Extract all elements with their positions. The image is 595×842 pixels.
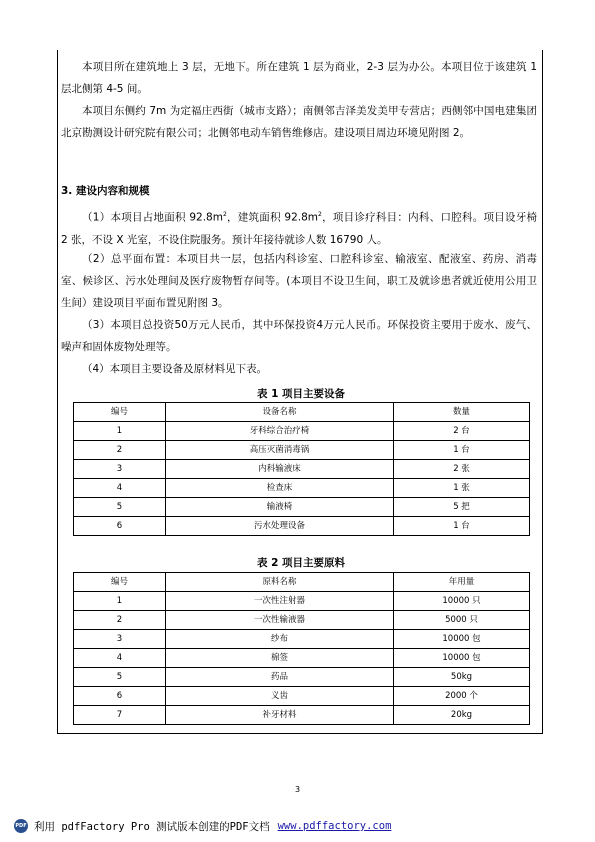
page-number: 3 xyxy=(294,785,301,794)
table-cell: 2 xyxy=(74,441,166,460)
table-header: 原料名称 xyxy=(166,573,394,592)
table-cell: 2000 个 xyxy=(394,687,530,706)
table-row xyxy=(74,422,530,441)
table-cell: 高压灭菌消毒锅 xyxy=(166,441,394,460)
table-cell: 1 xyxy=(74,592,166,611)
table-cell: 2 台 xyxy=(394,422,530,441)
table-cell: 5 xyxy=(74,668,166,687)
pdffactory-link[interactable]: www.pdffactory.com xyxy=(277,820,392,832)
pdffactory-footer xyxy=(14,816,391,836)
table-cell: 4 xyxy=(74,479,166,498)
table-cell: 5 xyxy=(74,498,166,517)
table-cell: 输液椅 xyxy=(166,498,394,517)
paragraph-investment: （3）本项目总投资50万元人民币，其中环保投资4万元人民币。环保投资主要用于废水、废气、噪声和固体废物处理等。 xyxy=(61,319,537,353)
table-row xyxy=(74,479,530,498)
table-header: 编号 xyxy=(74,403,166,422)
table-cell: 10000 包 xyxy=(394,649,530,668)
table-cell: 2 张 xyxy=(394,460,530,479)
table-row xyxy=(74,649,530,668)
table-cell: 4 xyxy=(74,649,166,668)
table-cell: 牙科综合治疗椅 xyxy=(166,422,394,441)
table-row xyxy=(74,460,530,479)
paragraph-tables-intro: （4）本项目主要设备及原材料见下表。 xyxy=(82,363,268,375)
table-cell: 50kg xyxy=(394,668,530,687)
table-row xyxy=(74,668,530,687)
table-cell: 5 把 xyxy=(394,498,530,517)
table-cell: 20kg xyxy=(394,706,530,725)
table-header: 设备名称 xyxy=(166,403,394,422)
table-cell: 检查床 xyxy=(166,479,394,498)
table-row xyxy=(74,517,530,536)
table-cell: 纱布 xyxy=(166,630,394,649)
table-row xyxy=(74,611,530,630)
table-cell: 1 台 xyxy=(394,517,530,536)
table-header: 编号 xyxy=(74,573,166,592)
table-row xyxy=(74,441,530,460)
table-header: 数量 xyxy=(394,403,530,422)
equipment-table xyxy=(73,402,530,536)
table-cell: 1 台 xyxy=(394,441,530,460)
table-header-row xyxy=(74,403,530,422)
table-cell: 补牙材料 xyxy=(166,706,394,725)
table-cell: 一次性注射器 xyxy=(166,592,394,611)
table-cell: 3 xyxy=(74,460,166,479)
table-cell: 1 xyxy=(74,422,166,441)
table-cell: 6 xyxy=(74,517,166,536)
materials-table xyxy=(73,572,530,725)
table-cell: 一次性输液器 xyxy=(166,611,394,630)
table-row xyxy=(74,706,530,725)
table-header-row xyxy=(74,573,530,592)
table-cell: 内科输液床 xyxy=(166,460,394,479)
pdffactory-logo-icon: PDF xyxy=(14,819,28,833)
table-cell: 10000 只 xyxy=(394,592,530,611)
table-header: 年用量 xyxy=(394,573,530,592)
table-cell: 1 张 xyxy=(394,479,530,498)
table-row xyxy=(74,687,530,706)
table-cell: 6 xyxy=(74,687,166,706)
paragraph-surroundings: 本项目东侧约 7m 为定福庄西街（城市支路）；南侧邻吉泽美发美甲专营店；西侧邻中国电建集团北京勘测设计研究院有限公司；北侧邻电动车销售维修店。建设项目周边环境见附图 2。 xyxy=(61,105,537,139)
table2-caption: 表 2 项目主要原料 xyxy=(256,557,346,569)
section-heading-construction: 3. 建设内容和规模 xyxy=(61,185,150,197)
paragraph-layout: （2）总平面布置：本项目共一层，包括内科诊室、口腔科诊室、输液室、配液室、药房、消毒室、候诊区、污水处理间及医疗废物暂存间等。(本项目不设卫生间，职工及就诊患者就近使用公用卫生间）建设项目平面布置见附图 3。 xyxy=(61,253,537,309)
paragraph-building-location: 本项目所在建筑地上 3 层，无地下。所在建筑 1 层为商业，2-3 层为办公。本项目位于该建筑 1 层北侧第 4-5 间。 xyxy=(61,61,537,95)
table-row xyxy=(74,630,530,649)
table-row xyxy=(74,592,530,611)
table-cell: 2 xyxy=(74,611,166,630)
table-cell: 10000 包 xyxy=(394,630,530,649)
table-cell: 药品 xyxy=(166,668,394,687)
paragraph-area: （1）本项目占地面积 $92.8m^2$，建筑面积 $92.8m^2$，项目诊疗科目：内科、口腔科。项目设牙椅 2 张，不设 X 光室，不设住院服务。预计年接待就诊人数 16790 人。 xyxy=(61,211,537,246)
table-cell: 污水处理设备 xyxy=(166,517,394,536)
table-cell: 棉签 xyxy=(166,649,394,668)
table-cell: 7 xyxy=(74,706,166,725)
table1-caption: 表 1 项目主要设备 xyxy=(256,388,346,400)
table-cell: 5000 只 xyxy=(394,611,530,630)
table-row xyxy=(74,498,530,517)
table-cell: 义齿 xyxy=(166,687,394,706)
table-cell: 3 xyxy=(74,630,166,649)
footer-text: 利用 pdfFactory Pro 测试版本创建的PDF文档 xyxy=(34,820,270,833)
